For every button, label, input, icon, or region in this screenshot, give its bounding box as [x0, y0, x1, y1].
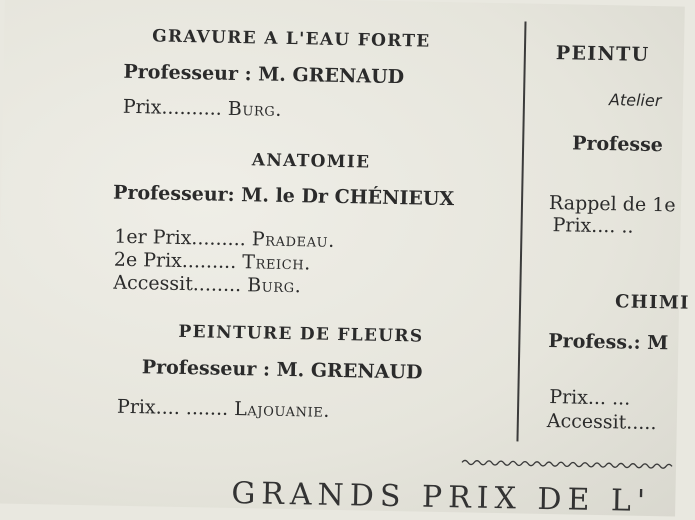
- section-title-chimie: CHIMI: [614, 291, 690, 314]
- prize-winner: Burg.: [227, 97, 283, 121]
- prize-winner: Pradeau.: [251, 228, 336, 252]
- professor-fleurs: Professeur : M. GRENAUD: [141, 356, 423, 384]
- prix-row-peinture: Prix.... ..: [552, 214, 634, 238]
- professor-peinture: Professe: [571, 132, 664, 157]
- prize-label: Prix..........: [122, 95, 223, 120]
- rappel-row: Rappel de 1e: [548, 192, 676, 217]
- section-title-anatomie: ANATOMIE: [251, 150, 371, 173]
- prize-label: 2e Prix.........: [113, 248, 237, 274]
- atelier-subheading: Atelier: [608, 90, 662, 111]
- professor-gravure: Professeur : M. GRENAUD: [123, 60, 405, 89]
- prize-winner: Lajouanie.: [234, 397, 331, 422]
- prize-row-anatomie-2: [114, 249, 311, 275]
- prix-row-chimie: Prix... ...: [549, 386, 631, 410]
- prize-label: Accessit........: [113, 271, 242, 297]
- bottom-heading: GRANDS PRIX DE L': [231, 475, 652, 520]
- section-title-fleurs: PEINTURE DE FLEURS: [178, 321, 424, 347]
- section-title-gravure: GRAVURE A L'EAU FORTE: [151, 26, 431, 52]
- prize-label: Prix.... .......: [116, 395, 229, 420]
- accessit-row-chimie: Accessit.....: [546, 410, 657, 435]
- prize-row-gravure: [123, 96, 283, 121]
- prize-label: 1er Prix.........: [114, 225, 246, 251]
- prize-row-anatomie-1: [114, 226, 335, 252]
- prize-row-anatomie-3: [113, 272, 301, 298]
- decorative-wavy-rule: [462, 458, 676, 470]
- prize-winner: Treich.: [242, 251, 312, 275]
- section-title-peinture: PEINTU: [555, 42, 650, 66]
- column-divider: [516, 21, 526, 441]
- prize-row-fleurs: [117, 396, 330, 422]
- professor-anatomie: Professeur: M. le Dr CHÉNIEUX: [112, 181, 455, 211]
- prize-winner: Burg.: [247, 274, 302, 298]
- professor-chimie: Profess.: M: [548, 330, 669, 355]
